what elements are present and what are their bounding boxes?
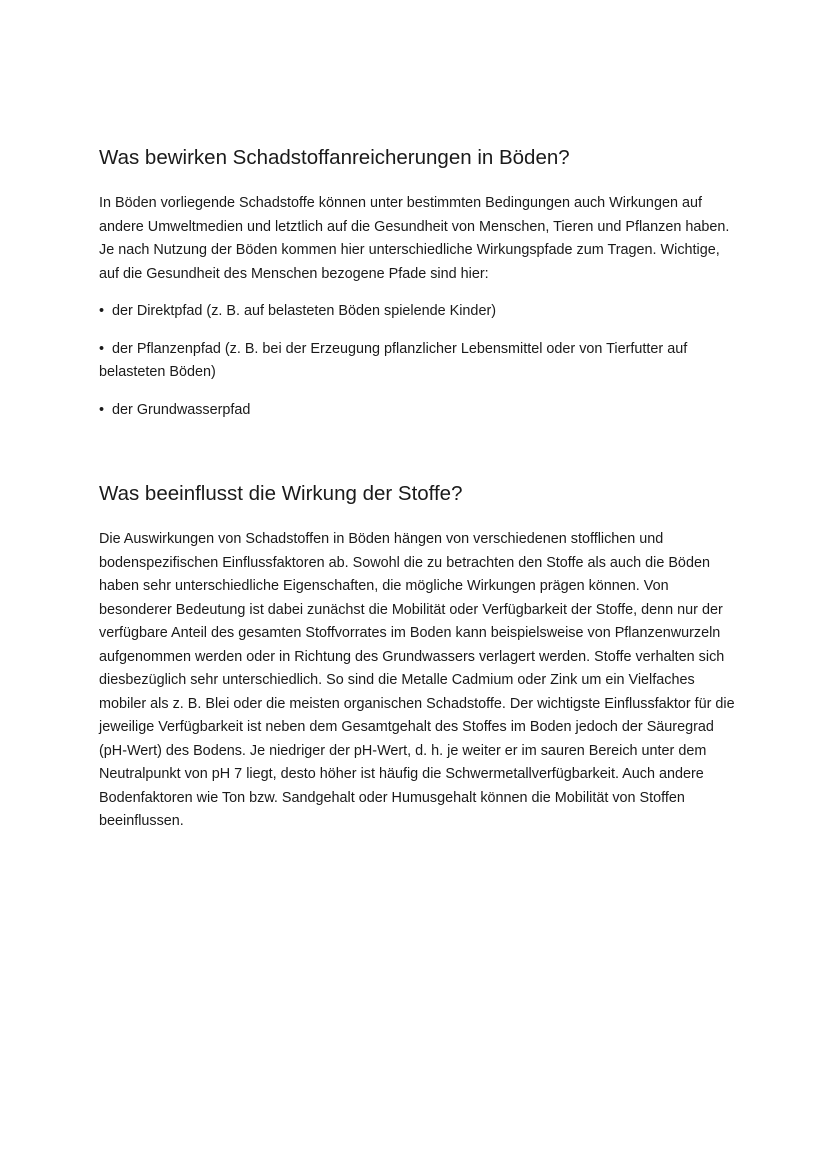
section-paragraph: Die Auswirkungen von Schadstoffen in Böden hängen von verschiedenen stofflichen und bodenspezifischen Einflussfaktoren ab. Sowohl die zu betrachten den Stoffe als auch die Böden haben sehr unterschiedliche Eigenschaften, die mögliche Wirkungen prägen können. Von besonderer Bedeutung ist dabei zunächst die Mobilität oder Verfügbarkeit der Stoffe, denn nur der verfügbare Anteil des gesamten Stoffvorrates im Boden kann beispielsweise von Pflanzenwurzeln aufgenommen werden oder in Richtung des Grundwassers verlagert werden. Stoffe verhalten sich diesbezüglich sehr unterschiedlich. So sind die Metalle Cadmium oder Zink um ein Vielfaches mobiler als z. B. Blei oder die meisten organischen Schadstoffe. Der wichtigste Einflussfaktor für die jeweilige Verfügbarkeit ist neben dem Gesamtgehalt des Stoffes im Boden jedoch der Säuregrad (pH-Wert) des Bodens. Je niedriger der pH-Wert, d. h. je weiter er im sauren Bereich unter dem Neutralpunkt von pH 7 liegt, desto höher ist häufig die Schwermetallverfügbarkeit. Auch andere Bodenfaktoren wie Ton bzw. Sandgehalt oder Humusgehalt können die Mobilität von Stoffen beeinflussen.	[99, 531, 735, 829]
bullet-item-pflanzenpfad	[99, 338, 739, 385]
section-wirkung-der-stoffe	[99, 480, 739, 834]
bullet-text: der Direktpfad (z. B. auf belasteten Böden spielende Kinder)	[112, 303, 497, 319]
bullet-text: der Grundwasserpfad	[112, 401, 251, 418]
bullet-glyph: •	[99, 303, 105, 319]
section-paragraph: In Böden vorliegende Schadstoffe können unter bestimmten Bedingungen auch Wirkungen auf andere Umweltmedien und letztlich auf die Gesundheit von Menschen, Tieren und Pflanzen haben. Je nach Nutzung der Böden kommen hier unterschiedliche Wirkungspfade zum Tragen. Wichtige, auf die Gesundheit des Menschen bezogene Pfade sind hier:	[99, 195, 730, 282]
bullet-glyph: •	[99, 340, 105, 357]
section-schadstoffanreicherungen	[99, 144, 739, 436]
section-heading: Was beeinflusst die Wirkung der Stoffe?	[99, 482, 463, 505]
bullet-item-grundwasserpfad	[99, 399, 739, 423]
bullet-glyph: •	[99, 401, 105, 418]
section-heading: Was bewirken Schadstoffanreicherungen in Böden?	[99, 146, 570, 169]
bullet-item-direktpfad	[99, 300, 739, 324]
bullet-text: der Pflanzenpfad (z. B. bei der Erzeugung pflanzlicher Lebensmittel oder von Tierfutter auf belasteten Böden)	[99, 340, 688, 380]
